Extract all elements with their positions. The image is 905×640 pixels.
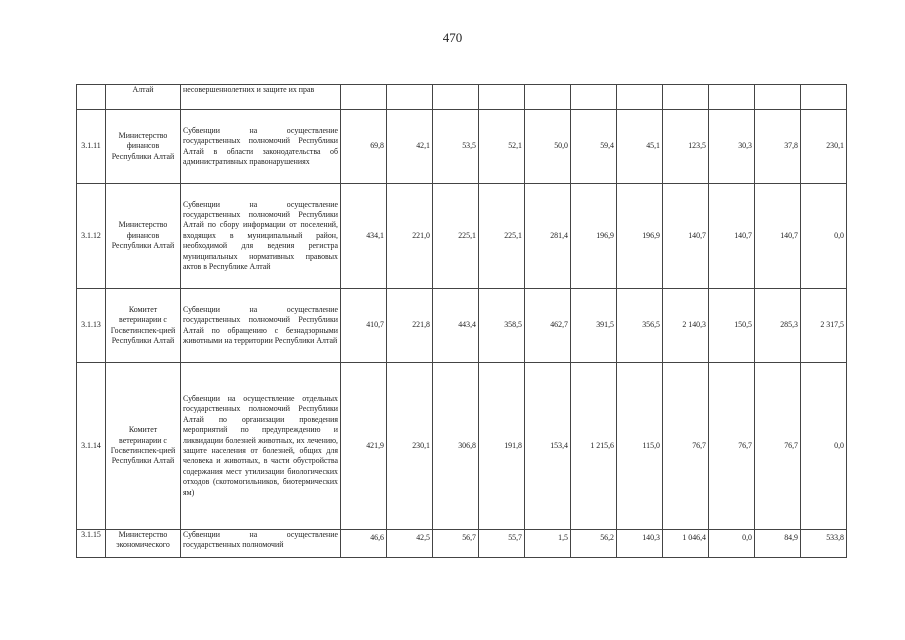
value-cell: 191,8 [479, 363, 525, 530]
value-cell: 53,5 [433, 110, 479, 184]
table-row [77, 110, 847, 184]
description-cell: Субвенции на осуществление государственных полномочий Республики Алтай по сбору информации от поселений, входящих в муниципальный район, необходимой для ведения регистра муниципальных нормативных правовых актов в Республике Алтай [181, 184, 341, 289]
value-cell: 115,0 [617, 363, 663, 530]
value-cell: 443,4 [433, 289, 479, 363]
value-cell: 230,1 [387, 363, 433, 530]
value-cell [341, 85, 387, 110]
value-cell [387, 85, 433, 110]
value-cell: 281,4 [525, 184, 571, 289]
value-cell: 153,4 [525, 363, 571, 530]
value-cell: 123,5 [663, 110, 709, 184]
value-cell: 306,8 [433, 363, 479, 530]
value-cell: 1 046,4 [663, 530, 709, 558]
value-cell: 0,0 [709, 530, 755, 558]
value-cell: 140,7 [709, 184, 755, 289]
description-cell: несовершеннолетних и защите их прав [181, 85, 341, 110]
description-cell: Субвенции на осуществление государственных полномочий Республики Алтай в области законодательства об административных правонарушениях [181, 110, 341, 184]
value-cell: 0,0 [801, 363, 847, 530]
row-number: 3.1.11 [77, 110, 106, 184]
description-cell: Субвенции на осуществление государственных полномочий [181, 530, 341, 558]
organization-cell: Алтай [106, 85, 181, 110]
value-cell [755, 85, 801, 110]
value-cell: 76,7 [755, 363, 801, 530]
value-cell: 56,7 [433, 530, 479, 558]
value-cell: 2 140,3 [663, 289, 709, 363]
value-cell: 462,7 [525, 289, 571, 363]
value-cell: 391,5 [571, 289, 617, 363]
row-number: 3.1.13 [77, 289, 106, 363]
description-cell: Субвенции на осуществление отдельных государственных полномочий Республики Алтай по организации проведения мероприятий по предупреждению и ликвидации болезней животных, их лечению, защите населения от болезней, общих для человека и животных, в части обустройства содержания мест утилизации биологических отходов (скотомогильников, биотермических ям) [181, 363, 341, 530]
value-cell: 59,4 [571, 110, 617, 184]
row-number: 3.1.14 [77, 363, 106, 530]
organization-cell: Комитет ветеринарии с Госветинспек-цией Республики Алтай [106, 289, 181, 363]
value-cell: 230,1 [801, 110, 847, 184]
row-number: 3.1.12 [77, 184, 106, 289]
value-cell: 52,1 [479, 110, 525, 184]
value-cell [571, 85, 617, 110]
description-cell: Субвенции на осуществление государственных полномочий Республики Алтай по обращению с безнадзорными животными на территории Республики Алтай [181, 289, 341, 363]
budget-table [76, 84, 847, 558]
value-cell: 150,5 [709, 289, 755, 363]
value-cell [617, 85, 663, 110]
value-cell: 358,5 [479, 289, 525, 363]
table-row [77, 85, 847, 110]
value-cell: 434,1 [341, 184, 387, 289]
value-cell: 221,0 [387, 184, 433, 289]
value-cell: 50,0 [525, 110, 571, 184]
value-cell: 42,1 [387, 110, 433, 184]
value-cell: 196,9 [571, 184, 617, 289]
value-cell [709, 85, 755, 110]
value-cell [479, 85, 525, 110]
value-cell: 225,1 [479, 184, 525, 289]
value-cell: 0,0 [801, 184, 847, 289]
table-row [77, 289, 847, 363]
row-number [77, 85, 106, 110]
table-row [77, 184, 847, 289]
value-cell [801, 85, 847, 110]
value-cell: 225,1 [433, 184, 479, 289]
value-cell: 140,7 [755, 184, 801, 289]
value-cell: 356,5 [617, 289, 663, 363]
value-cell [663, 85, 709, 110]
value-cell: 410,7 [341, 289, 387, 363]
value-cell: 46,6 [341, 530, 387, 558]
value-cell: 76,7 [709, 363, 755, 530]
value-cell: 140,3 [617, 530, 663, 558]
value-cell: 30,3 [709, 110, 755, 184]
organization-cell: Комитет ветеринарии с Госветинспек-цией Республики Алтай [106, 363, 181, 530]
value-cell: 1,5 [525, 530, 571, 558]
page-number: 470 [442, 30, 463, 45]
row-number: 3.1.15 [77, 530, 106, 558]
value-cell: 76,7 [663, 363, 709, 530]
value-cell: 56,2 [571, 530, 617, 558]
value-cell: 2 317,5 [801, 289, 847, 363]
value-cell: 45,1 [617, 110, 663, 184]
value-cell: 69,8 [341, 110, 387, 184]
value-cell: 42,5 [387, 530, 433, 558]
value-cell [433, 85, 479, 110]
value-cell: 84,9 [755, 530, 801, 558]
value-cell: 37,8 [755, 110, 801, 184]
value-cell: 196,9 [617, 184, 663, 289]
value-cell: 221,8 [387, 289, 433, 363]
value-cell: 533,8 [801, 530, 847, 558]
organization-cell: Министерство финансов Республики Алтай [106, 184, 181, 289]
organization-cell: Министерство финансов Республики Алтай [106, 110, 181, 184]
value-cell: 1 215,6 [571, 363, 617, 530]
organization-cell: Министерство экономического [106, 530, 181, 558]
table-row [77, 363, 847, 530]
value-cell: 55,7 [479, 530, 525, 558]
value-cell: 285,3 [755, 289, 801, 363]
value-cell [525, 85, 571, 110]
table-row [77, 530, 847, 558]
value-cell: 140,7 [663, 184, 709, 289]
value-cell: 421,9 [341, 363, 387, 530]
